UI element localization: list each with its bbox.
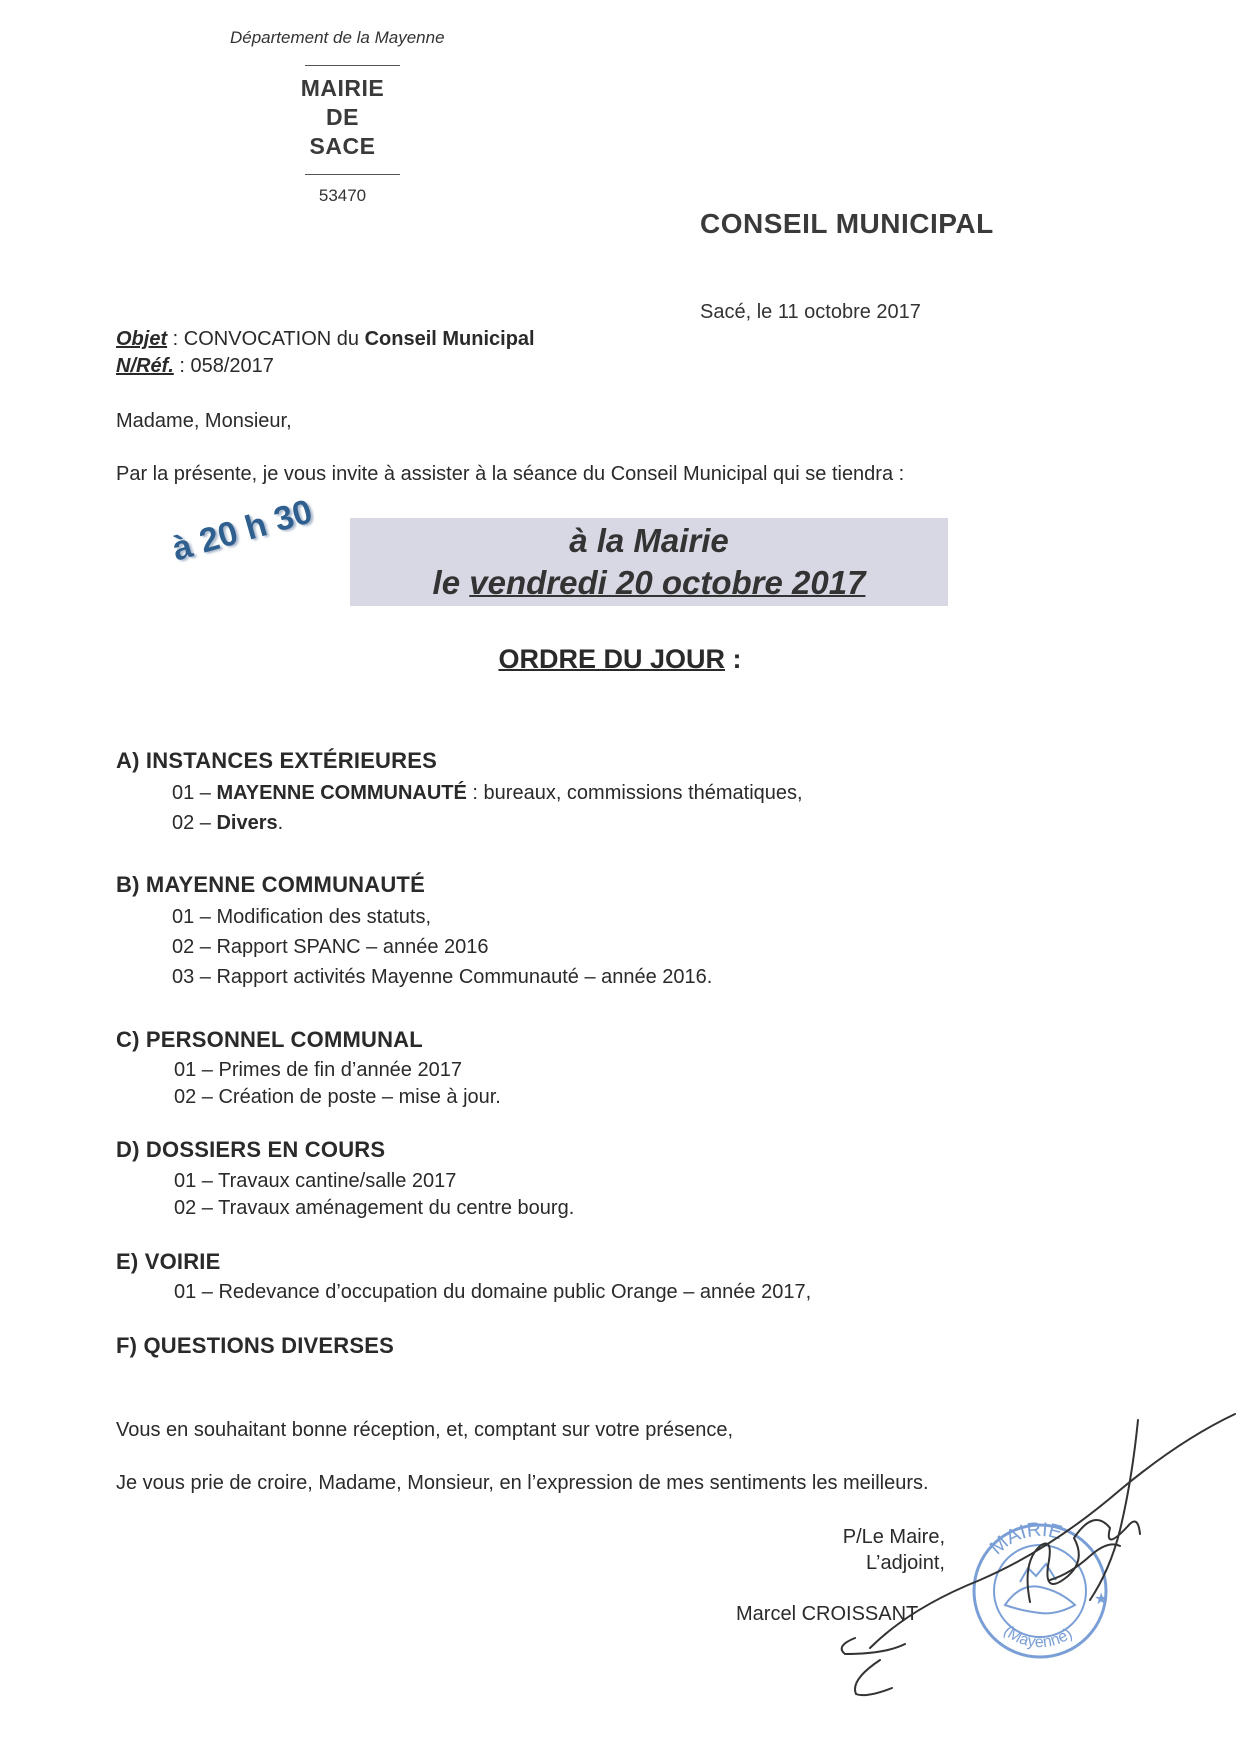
mairie-line-2: DE [326, 104, 359, 130]
item-text: Travaux aménagement du centre bourg. [218, 1197, 575, 1219]
item-text: Rapport SPANC – année 2016 [216, 936, 489, 958]
item-text: Création de poste – mise à jour. [218, 1086, 501, 1108]
stamp-bottom-text: (Mayenne) [1000, 1622, 1076, 1652]
agenda-title-suffix: : [725, 644, 742, 674]
item-text: : bureaux, commissions thématiques, [466, 782, 803, 804]
place-date: Sacé, le 11 octobre 2017 [700, 301, 921, 323]
item-text: Modification des statuts, [216, 906, 432, 928]
item-number: 02 – [174, 1197, 219, 1219]
ref-label: N/Réf. [116, 355, 174, 377]
signature-role-1: P/Le Maire, [842, 1526, 945, 1548]
item-text: Primes de fin d’année 2017 [218, 1059, 462, 1081]
star-icon: ★ [1094, 1589, 1109, 1608]
item-text: Redevance d’occupation du domaine public Orange – année 2017, [218, 1281, 812, 1303]
official-stamp [974, 1519, 1108, 1657]
item-number: 02 – [172, 812, 217, 834]
document-title: CONSEIL MUNICIPAL [700, 208, 994, 239]
meeting-place: à la Mairie [569, 522, 729, 559]
objet-strong: Conseil Municipal [364, 328, 535, 350]
closing-line-2: Je vous prie de croire, Madame, Monsieur, en l’expression de mes sentiments les meilleurs. [116, 1472, 929, 1494]
section-b-title: B) MAYENNE COMMUNAUTÉ [116, 872, 425, 897]
signature-role-2: L’adjoint, [866, 1552, 945, 1574]
section-e-title: E) VOIRIE [116, 1249, 221, 1274]
objet-label: Objet [116, 328, 168, 350]
item-number: 01 – [172, 782, 217, 804]
item-number: 02 – [174, 1086, 219, 1108]
closing-line-1: Vous en souhaitant bonne réception, et, comptant sur votre présence, [116, 1419, 734, 1441]
mairie-line-3: SACE [309, 133, 376, 159]
meeting-hour: à 20 h 30 [168, 492, 317, 569]
signature-name: Marcel CROISSANT [736, 1603, 919, 1625]
ref-value: : 058/2017 [173, 355, 274, 377]
item-number: 01 – [174, 1281, 219, 1303]
department-label: Département de la Mayenne [230, 28, 445, 47]
item-number: 01 – [174, 1059, 219, 1081]
item-strong: Divers [216, 812, 278, 834]
item-number: 02 – [172, 936, 217, 958]
meeting-date: vendredi 20 octobre 2017 [469, 564, 866, 601]
item-text: Travaux cantine/salle 2017 [218, 1170, 457, 1192]
intro-paragraph: Par la présente, je vous invite à assister à la séance du Conseil Municipal qui se tiendra : [116, 463, 905, 485]
item-number: 01 – [172, 906, 217, 928]
section-a-title: A) INSTANCES EXTÉRIEURES [116, 748, 437, 773]
section-c-title: C) PERSONNEL COMMUNAL [116, 1027, 423, 1052]
item-strong: MAYENNE COMMUNAUTÉ [216, 782, 467, 804]
item-number: 01 – [174, 1170, 219, 1192]
section-f-title: F) QUESTIONS DIVERSES [116, 1333, 395, 1358]
section-d-title: D) DOSSIERS EN COURS [116, 1137, 386, 1162]
meeting-date-prefix: le [432, 564, 470, 601]
item-number: 03 – [172, 966, 217, 988]
postcode: 53470 [318, 186, 367, 205]
salutation: Madame, Monsieur, [116, 410, 292, 432]
item-text: Rapport activités Mayenne Communauté – année 2016. [216, 966, 713, 988]
stamp-top-text: MAIRIE [985, 1518, 1065, 1560]
mairie-line-1: MAIRIE [300, 75, 385, 101]
objet-prefix: : CONVOCATION du [167, 328, 365, 350]
agenda-title-text: ORDRE DU JOUR [498, 644, 726, 674]
item-text: . [277, 812, 284, 834]
handwritten-signature [842, 1414, 1235, 1695]
